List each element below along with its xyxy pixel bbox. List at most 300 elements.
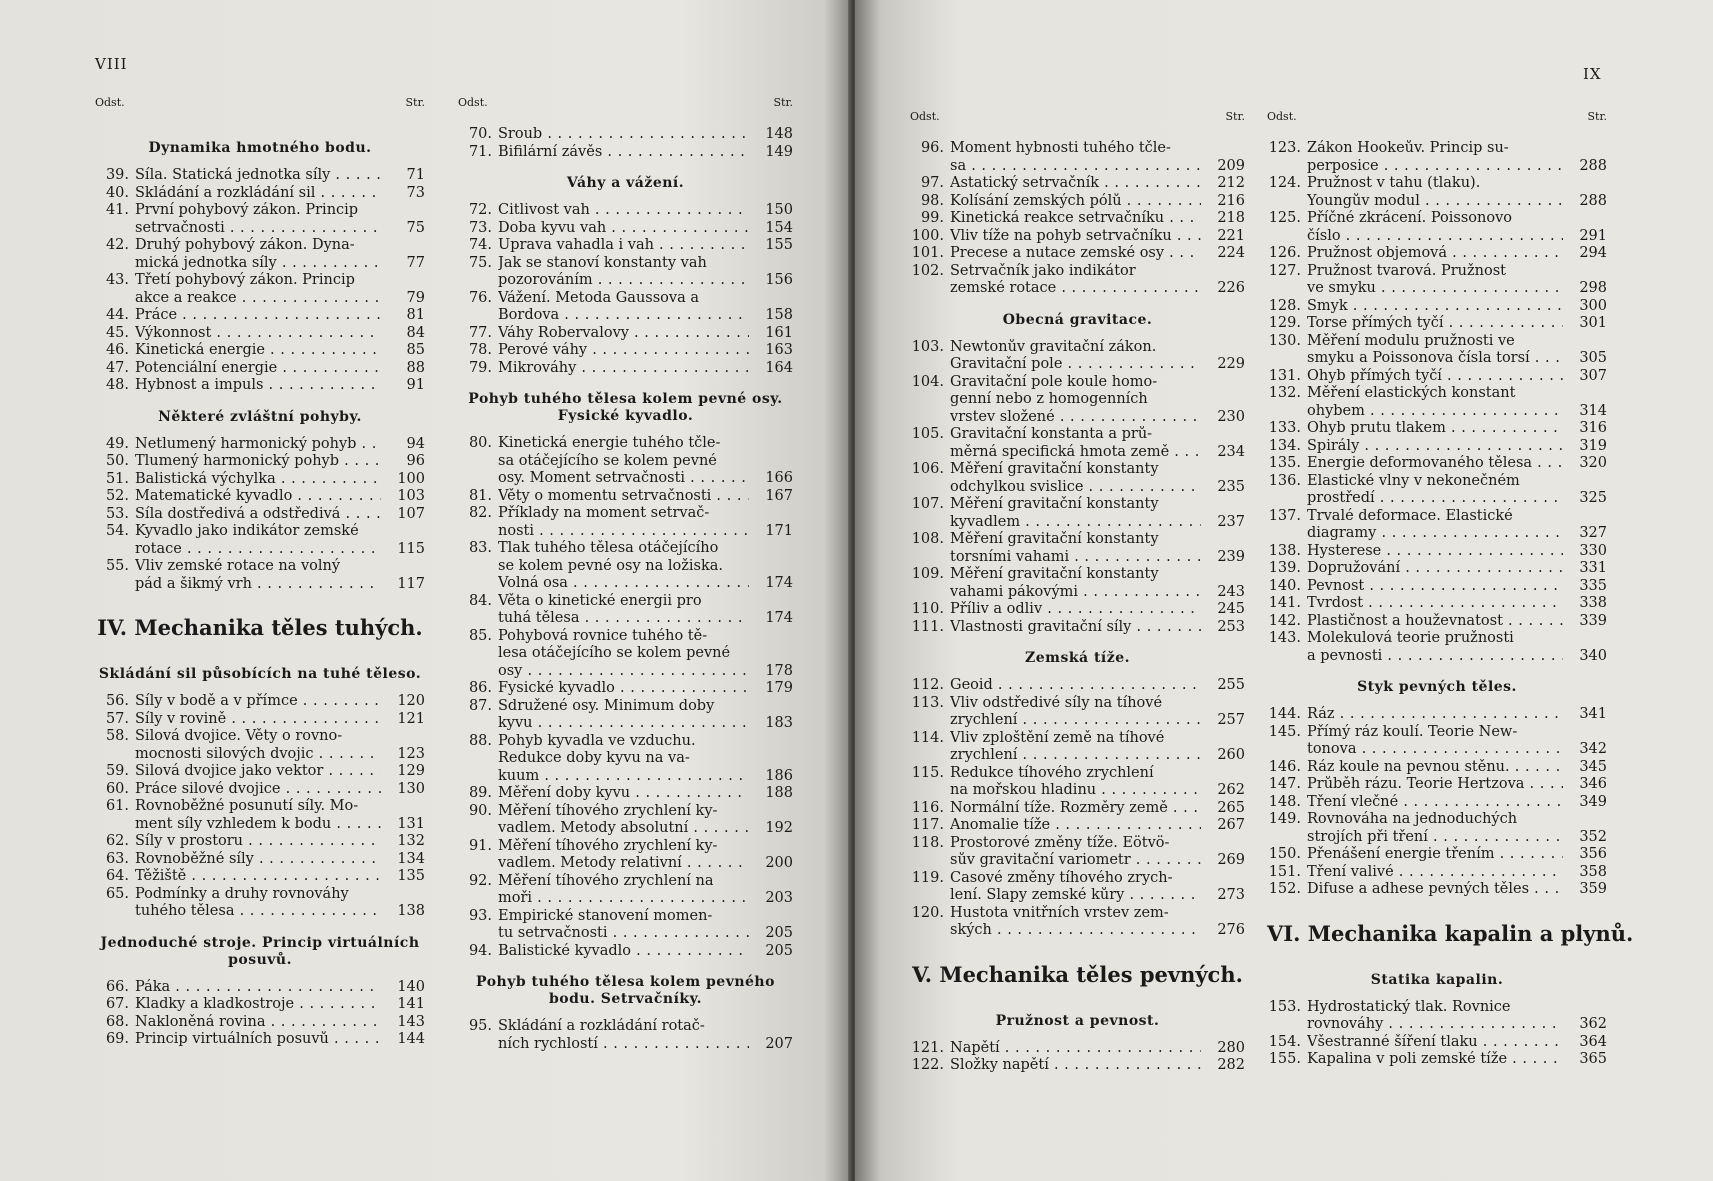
entry-number: 91. bbox=[468, 837, 492, 854]
entry-title-line: Tlumený harmonický pohyb . . . bbox=[135, 453, 381, 471]
entry-title bbox=[135, 377, 381, 395]
entry-page: 174 bbox=[765, 575, 793, 591]
toc-entry bbox=[1267, 630, 1607, 665]
entry-title-line: smyku a Poissonova čísla torsí . . . bbox=[1307, 350, 1563, 368]
entry-page: 239 bbox=[1217, 548, 1245, 565]
entry-title-line: Měření gravitační konstanty bbox=[950, 461, 1159, 477]
entry-title bbox=[498, 290, 749, 325]
entry-page: 167 bbox=[765, 487, 793, 504]
entry-title-line: Úprava vahadla i vah . . . bbox=[498, 237, 749, 255]
entry-title-line: Kladky a kladkostroje . . . bbox=[135, 996, 381, 1014]
toc-entry bbox=[458, 838, 793, 873]
entry-page: 161 bbox=[765, 324, 793, 341]
toc-entry bbox=[95, 237, 425, 272]
entry-title bbox=[1307, 776, 1563, 794]
entry-title bbox=[1307, 1051, 1563, 1069]
entry-number: 93. bbox=[468, 907, 492, 924]
entry-title-line: Vliv odstředivé síly na tíhové bbox=[950, 694, 1163, 711]
entry-number: 77. bbox=[468, 324, 492, 341]
entry-page: 221 bbox=[1217, 227, 1245, 244]
entry-title-line: Složky napětí . . . bbox=[950, 1057, 1201, 1075]
entry-title-line: mocnosti silových dvojic . . . bbox=[135, 746, 381, 764]
entry-title bbox=[950, 193, 1201, 211]
right-page bbox=[855, 0, 1713, 1181]
entry-title bbox=[135, 833, 381, 851]
entry-title-line: odchylkou svislice . . . bbox=[950, 479, 1201, 497]
toc-entry bbox=[910, 426, 1245, 461]
entry-page: 129 bbox=[397, 763, 425, 779]
entry-title bbox=[135, 1014, 381, 1032]
toc-entry bbox=[458, 628, 793, 681]
entry-number: 49. bbox=[105, 435, 129, 452]
entry-number: 106. bbox=[911, 461, 944, 477]
entry-title bbox=[498, 908, 749, 943]
toc-entry bbox=[95, 763, 425, 781]
toc-entry bbox=[1267, 578, 1607, 596]
entry-number: 120. bbox=[911, 904, 944, 921]
entry-page: 115 bbox=[397, 540, 425, 557]
entry-number: 90. bbox=[468, 802, 492, 819]
entry-number: 102. bbox=[911, 262, 944, 279]
entry-title-line: Zákon Hookeův. Princip su- bbox=[1307, 140, 1509, 156]
entry-page: 345 bbox=[1579, 758, 1607, 775]
entry-number: 135. bbox=[1268, 455, 1301, 471]
entry-page: 335 bbox=[1579, 577, 1607, 594]
toc-entry bbox=[1267, 333, 1607, 368]
toc-entry bbox=[1267, 846, 1607, 864]
page-number-left: VIII bbox=[95, 55, 128, 73]
entry-title bbox=[135, 996, 381, 1014]
toc-entry bbox=[910, 817, 1245, 835]
entry-number: 151. bbox=[1268, 863, 1301, 880]
entry-title-line: prostředí . . . bbox=[1307, 490, 1563, 508]
entry-title-line: Redukce tíhového zrychlení bbox=[950, 764, 1154, 781]
entry-title bbox=[1307, 630, 1563, 665]
entry-title bbox=[950, 905, 1201, 940]
entry-title bbox=[135, 488, 381, 506]
entry-page: 163 bbox=[765, 342, 793, 358]
entry-title bbox=[498, 144, 749, 162]
toc-entry bbox=[910, 730, 1245, 765]
entry-page: 298 bbox=[1579, 280, 1607, 296]
entry-title-line: osy. Moment setrvačnosti . . . bbox=[498, 470, 749, 488]
toc-entry bbox=[1267, 298, 1607, 316]
entry-title-line: Gravitační konstanta a prů- bbox=[950, 426, 1153, 442]
toc-entry bbox=[1267, 473, 1607, 508]
entry-title-line: Molekulová teorie pružnosti bbox=[1307, 630, 1514, 646]
entry-number: 68. bbox=[105, 1013, 129, 1030]
entry-title bbox=[1307, 595, 1563, 613]
entry-title-line: Energie deformovaného tělesa . . . bbox=[1307, 455, 1563, 473]
entry-title-line: setrvačnosti . . . bbox=[135, 220, 381, 238]
toc-entry bbox=[910, 566, 1245, 601]
entry-number: 80. bbox=[468, 435, 492, 451]
toc-entry bbox=[95, 728, 425, 763]
entry-title-line: měrná specifická hmota země . . . bbox=[950, 444, 1201, 462]
entry-title bbox=[135, 851, 381, 869]
entry-page: 186 bbox=[765, 767, 793, 784]
odst-label: Odst. bbox=[910, 110, 940, 123]
section-heading: Styk pevných těles. bbox=[1357, 679, 1517, 695]
toc-entry bbox=[95, 996, 425, 1014]
entry-title-line: Těžiště . . . bbox=[135, 868, 381, 886]
toc-entry bbox=[95, 781, 425, 799]
entry-title-line: Třetí pohybový zákon. Princip bbox=[135, 272, 355, 288]
entry-title-line: Tření vlečné . . . bbox=[1307, 794, 1563, 812]
toc-entry bbox=[910, 461, 1245, 496]
entry-number: 59. bbox=[105, 763, 129, 779]
entry-title-line: Tlak tuhého tělesa otáčejícího bbox=[498, 540, 719, 556]
entry-number: 96. bbox=[920, 140, 944, 156]
entry-page: 81 bbox=[406, 307, 425, 323]
entry-number: 100. bbox=[911, 227, 944, 244]
entry-number: 142. bbox=[1268, 612, 1301, 629]
entry-title-line: Pružnost objemová . . . bbox=[1307, 245, 1563, 263]
entry-title bbox=[498, 126, 749, 144]
entry-number: 109. bbox=[911, 566, 944, 582]
entry-title-line: Pružnost v tahu (tlaku). bbox=[1307, 175, 1481, 191]
toc-entry bbox=[95, 523, 425, 558]
entry-title-line: ních rychlostí . . . bbox=[498, 1036, 749, 1054]
entry-number: 42. bbox=[105, 237, 129, 253]
entry-number: 99. bbox=[920, 210, 944, 226]
toc-entry bbox=[458, 1018, 793, 1053]
entry-title bbox=[135, 167, 381, 185]
entry-number: 131. bbox=[1268, 367, 1301, 384]
entry-number: 81. bbox=[468, 487, 492, 504]
column-header bbox=[1267, 110, 1607, 140]
entry-number: 63. bbox=[105, 850, 129, 867]
entry-title-line: Měření elastických konstant bbox=[1307, 385, 1516, 401]
entry-title bbox=[135, 471, 381, 489]
entry-page: 200 bbox=[765, 855, 793, 871]
entry-title-line: Měření doby kyvu . . . bbox=[498, 785, 749, 803]
entry-page: 121 bbox=[397, 710, 425, 727]
entry-title bbox=[135, 506, 381, 524]
entry-title-line: Youngův modul . . . bbox=[1307, 193, 1563, 211]
entry-title-line: ohybem . . . bbox=[1307, 403, 1563, 421]
entry-title-line: Spirály . . . bbox=[1307, 438, 1563, 456]
page-number-right: IX bbox=[1583, 65, 1602, 83]
entry-page: 218 bbox=[1217, 210, 1245, 226]
entry-title-line: rotace . . . bbox=[135, 541, 381, 559]
entry-title bbox=[135, 693, 381, 711]
entry-number: 104. bbox=[911, 373, 944, 390]
entry-page: 346 bbox=[1579, 776, 1607, 792]
entry-title bbox=[950, 175, 1201, 193]
entry-title-line: Smyk . . . bbox=[1307, 298, 1563, 316]
entry-number: 44. bbox=[105, 307, 129, 323]
entry-title bbox=[1307, 578, 1563, 596]
entry-page: 84 bbox=[406, 324, 425, 341]
entry-title bbox=[135, 237, 381, 272]
entry-title bbox=[498, 873, 749, 908]
entry-number: 140. bbox=[1268, 577, 1301, 594]
entry-title-line: se kolem pevné osy na ložiska. bbox=[498, 557, 723, 574]
entry-title-line: Normální tíže. Rozměry země . . . bbox=[950, 800, 1201, 818]
entry-title bbox=[950, 339, 1201, 374]
entry-number: 143. bbox=[1268, 630, 1301, 646]
entry-title-line: Věty o momentu setrvačnosti . . . bbox=[498, 488, 749, 506]
entry-number: 71. bbox=[468, 143, 492, 160]
toc-entry bbox=[1267, 1034, 1607, 1052]
entry-title bbox=[498, 505, 749, 540]
entry-page: 134 bbox=[397, 850, 425, 867]
entry-page: 164 bbox=[765, 359, 793, 376]
entry-number: 65. bbox=[105, 885, 129, 902]
section-heading: Dynamika hmotného bodu. bbox=[148, 140, 372, 156]
toc-entry bbox=[95, 453, 425, 471]
entry-title bbox=[1307, 508, 1563, 543]
entry-page: 178 bbox=[765, 662, 793, 679]
entry-title-line: Rovnoběžné síly . . . bbox=[135, 851, 381, 869]
entry-number: 97. bbox=[920, 175, 944, 191]
entry-title-line: Elastické vlny v nekonečném bbox=[1307, 472, 1520, 489]
entry-number: 152. bbox=[1268, 881, 1301, 897]
toc-column-3 bbox=[910, 110, 1245, 1075]
entry-number: 118. bbox=[911, 834, 944, 851]
toc-entry bbox=[95, 360, 425, 378]
entry-number: 46. bbox=[105, 342, 129, 358]
entry-title-line: Torse přímých tyčí . . . bbox=[1307, 315, 1563, 333]
toc-column-1 bbox=[95, 96, 425, 1049]
entry-page: 280 bbox=[1217, 1039, 1245, 1056]
entry-title-line: Trvalé deformace. Elastické bbox=[1307, 507, 1513, 524]
entry-title-line: pozorováním . . . bbox=[498, 272, 749, 290]
entry-title-line: Skládání a rozkládání sil . . . bbox=[135, 185, 381, 203]
entry-page: 294 bbox=[1579, 245, 1607, 261]
entry-title-line: Ráz koule na pevnou stěnu. . . . bbox=[1307, 759, 1563, 777]
entry-title-line: tuhého tělesa . . . bbox=[135, 903, 381, 921]
entry-title-line: Podmínky a druhy rovnováhy bbox=[135, 885, 349, 902]
entry-number: 52. bbox=[105, 488, 129, 504]
entry-number: 145. bbox=[1268, 723, 1301, 740]
entry-title-line: Prostorové změny tíže. Eötvö- bbox=[950, 834, 1170, 851]
entry-title bbox=[135, 763, 381, 781]
toc-entry bbox=[910, 870, 1245, 905]
entry-number: 133. bbox=[1268, 420, 1301, 436]
entry-title-line: lesa otáčejícího se kolem pevné bbox=[498, 645, 731, 661]
entry-number: 87. bbox=[468, 697, 492, 714]
entry-page: 359 bbox=[1579, 881, 1607, 897]
entry-title-line: vadlem. Metody absolutní . . . bbox=[498, 820, 749, 838]
entry-title-line: Empirické stanovení momen- bbox=[498, 907, 713, 924]
entry-title-line: Kyvadlo jako indikátor zemské bbox=[135, 523, 359, 539]
entry-page: 262 bbox=[1217, 782, 1245, 798]
entry-title-line: na mořskou hladinu . . . bbox=[950, 782, 1201, 800]
entry-number: 153. bbox=[1268, 998, 1301, 1015]
str-label: Str. bbox=[773, 96, 793, 109]
entry-number: 115. bbox=[911, 764, 944, 781]
entry-page: 339 bbox=[1579, 612, 1607, 629]
str-label: Str. bbox=[405, 96, 425, 109]
toc-entry bbox=[1267, 613, 1607, 631]
section-heading: Skládání sil působících na tuhé těleso. bbox=[98, 666, 422, 682]
entry-number: 78. bbox=[468, 342, 492, 358]
section-heading: Pohyb tuhého tělesa kolem pevného bodu. Setrvačníky. bbox=[476, 974, 775, 1007]
entry-page: 149 bbox=[765, 143, 793, 160]
entry-title bbox=[1307, 724, 1563, 759]
entry-title-line: Redukce doby kyvu na va- bbox=[498, 750, 690, 766]
entry-title bbox=[135, 1031, 381, 1049]
entry-page: 260 bbox=[1217, 747, 1245, 763]
toc-entry bbox=[910, 339, 1245, 374]
entry-number: 139. bbox=[1268, 560, 1301, 576]
entry-number: 79. bbox=[468, 359, 492, 376]
entry-title-line: Věta o kinetické energii pro bbox=[498, 592, 702, 609]
toc-entry bbox=[910, 601, 1245, 619]
entry-title-line: Bordova . . . bbox=[498, 307, 749, 325]
entry-page: 205 bbox=[765, 925, 793, 941]
entry-page: 314 bbox=[1579, 402, 1607, 419]
entry-page: 205 bbox=[765, 942, 793, 959]
entry-title-line: kyvadlem . . . bbox=[950, 514, 1201, 532]
entry-title bbox=[135, 360, 381, 378]
entry-title-line: Měření gravitační konstanty bbox=[950, 496, 1159, 512]
entry-title bbox=[135, 453, 381, 471]
toc-entry bbox=[458, 593, 793, 628]
entry-title bbox=[498, 220, 749, 238]
toc-entry bbox=[95, 342, 425, 360]
odst-label: Odst. bbox=[458, 96, 488, 109]
entry-page: 188 bbox=[765, 785, 793, 801]
entry-title bbox=[1307, 298, 1563, 316]
entry-title bbox=[498, 680, 749, 698]
entry-title bbox=[1307, 811, 1563, 846]
entry-page: 171 bbox=[765, 522, 793, 539]
entry-title-line: Výkonnost . . . bbox=[135, 325, 381, 343]
entry-page: 79 bbox=[406, 289, 425, 306]
toc-entry bbox=[95, 979, 425, 997]
entry-page: 73 bbox=[406, 184, 425, 201]
toc-entry bbox=[910, 210, 1245, 228]
entry-title-line: Nakloněná rovina . . . bbox=[135, 1014, 381, 1032]
entry-title bbox=[498, 628, 749, 681]
entry-page: 131 bbox=[397, 815, 425, 832]
entry-title bbox=[950, 374, 1201, 427]
entry-title-line: Princip virtuálních posuvů . . . bbox=[135, 1031, 381, 1049]
entry-title bbox=[950, 1057, 1201, 1075]
entry-number: 103. bbox=[911, 338, 944, 355]
entry-number: 108. bbox=[911, 531, 944, 547]
entry-page: 156 bbox=[765, 272, 793, 288]
entry-title-line: Potenciální energie . . . bbox=[135, 360, 381, 378]
entry-title-line: Síly v rovině . . . bbox=[135, 711, 381, 729]
entry-title-line: nosti . . . bbox=[498, 523, 749, 541]
entry-title-line: Kinetická energie . . . bbox=[135, 342, 381, 360]
entry-title bbox=[498, 838, 749, 873]
entry-title-line: perposice . . . bbox=[1307, 158, 1563, 176]
entry-title-line: genní nebo z homogenních bbox=[950, 391, 1148, 407]
toc-entry bbox=[95, 506, 425, 524]
chapter-heading: V. Mechanika těles pevných. bbox=[912, 961, 1243, 987]
entry-title bbox=[135, 868, 381, 886]
toc-entry bbox=[1267, 210, 1607, 245]
entry-number: 129. bbox=[1268, 315, 1301, 331]
entry-number: 122. bbox=[911, 1057, 944, 1073]
entry-title bbox=[950, 426, 1201, 461]
entry-number: 88. bbox=[468, 732, 492, 749]
entry-title-line: Vážení. Metoda Gaussova a bbox=[498, 289, 699, 306]
section-heading: Pružnost a pevnost. bbox=[995, 1012, 1160, 1029]
toc-entry bbox=[458, 943, 793, 961]
entry-title-line: Měření tíhového zrychlení ky- bbox=[498, 837, 718, 854]
entry-title-line: rovnováhy . . . bbox=[1307, 1016, 1563, 1034]
entry-page: 331 bbox=[1579, 560, 1607, 576]
entry-title-line: Setrvačník jako indikátor bbox=[950, 262, 1136, 279]
entry-title-line: Anomalie tíže . . . bbox=[950, 817, 1201, 835]
chapter-heading: VI. Mechanika kapalin a plynů. bbox=[1267, 920, 1634, 946]
entry-title-line: ských . . . bbox=[950, 922, 1201, 940]
toc-entry bbox=[95, 711, 425, 729]
entry-title-line: Ráz . . . bbox=[1307, 706, 1563, 724]
entry-number: 53. bbox=[105, 505, 129, 522]
entry-title-line: Přenášení energie třením . . . bbox=[1307, 846, 1563, 864]
entry-title bbox=[135, 886, 381, 921]
entry-number: 69. bbox=[105, 1031, 129, 1047]
entry-number: 67. bbox=[105, 996, 129, 1012]
entry-page: 245 bbox=[1217, 601, 1245, 617]
entry-title-line: Kinetická energie tuhého tčle- bbox=[498, 435, 721, 451]
entry-number: 138. bbox=[1268, 542, 1301, 559]
toc-entry bbox=[1267, 385, 1607, 420]
entry-title-line: Doba kyvu vah . . . bbox=[498, 220, 749, 238]
entry-title-line: Balistická výchylka . . . bbox=[135, 471, 381, 489]
toc-entry bbox=[910, 193, 1245, 211]
entry-title-line: číslo . . . bbox=[1307, 228, 1563, 246]
entry-title-line: Druhý pohybový zákon. Dyna- bbox=[135, 237, 355, 253]
toc-entry bbox=[910, 140, 1245, 175]
entry-title-line: Měření modulu pružnosti ve bbox=[1307, 332, 1515, 349]
entry-title bbox=[498, 360, 749, 378]
entry-number: 134. bbox=[1268, 437, 1301, 454]
entry-title bbox=[950, 835, 1201, 870]
entry-page: 356 bbox=[1579, 846, 1607, 862]
entry-number: 126. bbox=[1268, 245, 1301, 261]
toc-entry bbox=[1267, 140, 1607, 175]
entry-title bbox=[498, 488, 749, 506]
entry-title bbox=[1307, 333, 1563, 368]
entry-title bbox=[135, 558, 381, 593]
entry-page: 179 bbox=[765, 680, 793, 696]
entry-title-line: Síla dostředivá a odstředivá . . . bbox=[135, 506, 381, 524]
toc-entry bbox=[1267, 999, 1607, 1034]
entry-title bbox=[950, 263, 1201, 298]
entry-title bbox=[498, 325, 749, 343]
entry-title bbox=[1307, 864, 1563, 882]
entry-title-line: mická jednotka síly . . . bbox=[135, 255, 381, 273]
entry-number: 98. bbox=[920, 192, 944, 209]
entry-title-line: Přímý ráz koulí. Teorie New- bbox=[1307, 723, 1518, 740]
entry-title bbox=[1307, 560, 1563, 578]
toc-entry bbox=[1267, 438, 1607, 456]
toc-entry bbox=[1267, 1051, 1607, 1069]
entry-title-line: zrychlení . . . bbox=[950, 712, 1201, 730]
entry-title bbox=[950, 765, 1201, 800]
entry-page: 338 bbox=[1579, 595, 1607, 611]
entry-title-line: diagramy . . . bbox=[1307, 525, 1563, 543]
entry-title-line: Všestranné šíření tlaku . . . bbox=[1307, 1034, 1563, 1052]
entry-number: 83. bbox=[468, 540, 492, 556]
entry-title bbox=[950, 817, 1201, 835]
entry-page: 85 bbox=[406, 342, 425, 358]
entry-title bbox=[498, 733, 749, 786]
entry-number: 39. bbox=[105, 167, 129, 183]
entry-page: 253 bbox=[1217, 618, 1245, 635]
toc-entry bbox=[1267, 315, 1607, 333]
entry-page: 235 bbox=[1217, 478, 1245, 495]
entry-page: 291 bbox=[1579, 227, 1607, 244]
